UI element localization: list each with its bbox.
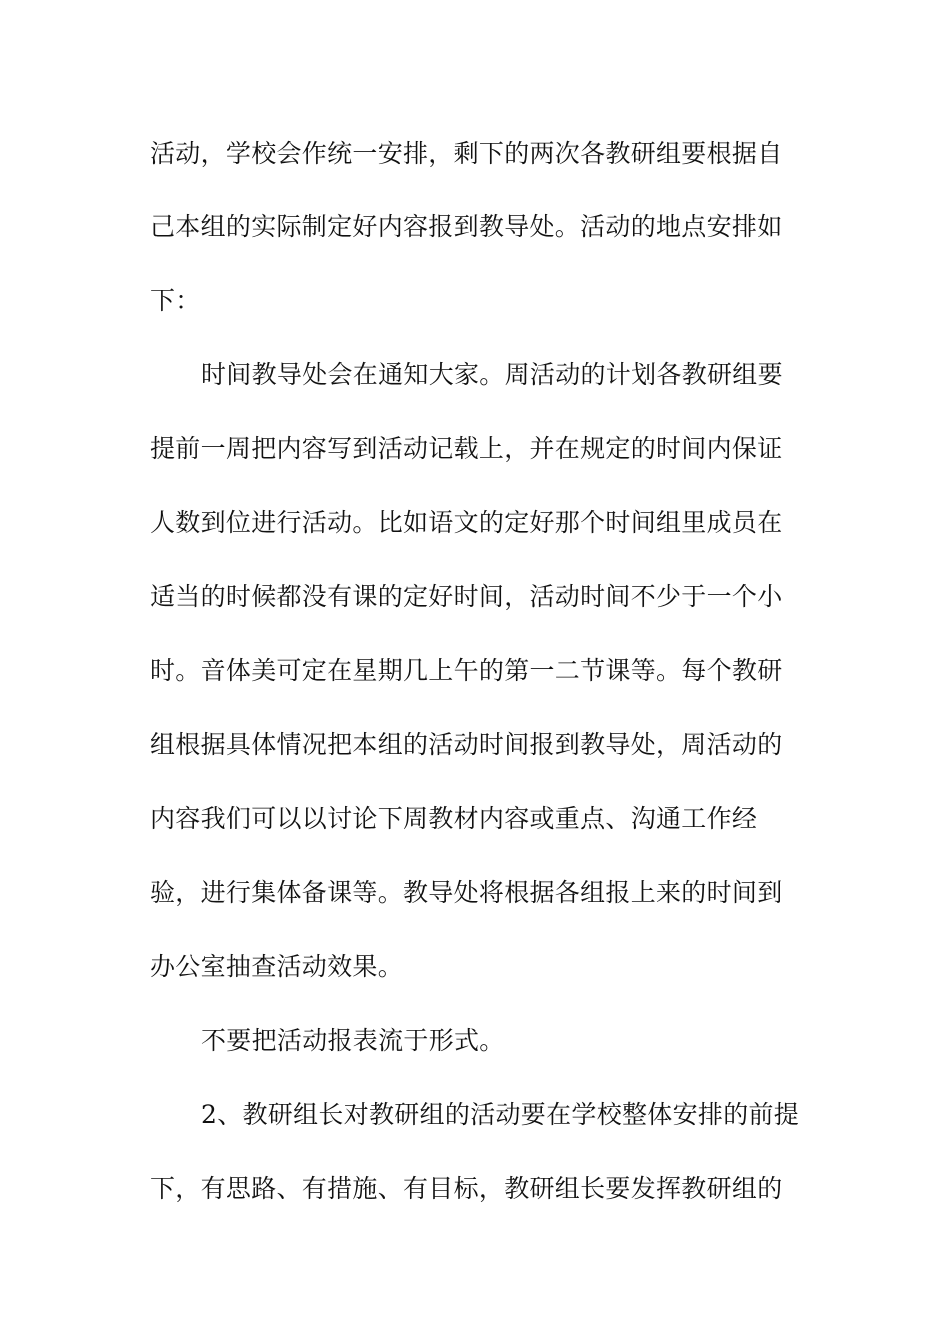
paragraph-start-line: 时间教导处会在通知大家。周活动的计划各教研组要 xyxy=(201,360,783,389)
text-line: 办公室抽查活动效果。 xyxy=(150,952,404,981)
text-line: 人数到位进行活动。比如语文的定好那个时间组里成员在 xyxy=(150,508,783,537)
text-line: 内容我们可以以讨论下周教材内容或重点、沟通工作经 xyxy=(150,804,758,833)
paragraph-start-line: 2、教研组长对教研组的活动要在学校整体安排的前提 xyxy=(201,1100,800,1129)
text-line: 适当的时候都没有课的定好时间，活动时间不少于一个小 xyxy=(150,582,783,611)
text-line: 下，有思路、有措施、有目标，教研组长要发挥教研组的 xyxy=(150,1174,783,1203)
text-line: 活动，学校会作统一安排，剩下的两次各教研组要根据自 xyxy=(150,139,783,168)
paragraph-start-line: 不要把活动报表流于形式。 xyxy=(201,1026,505,1055)
text-line: 时。音体美可定在星期几上午的第一二节课等。每个教研 xyxy=(150,656,783,685)
text-line: 提前一周把内容写到活动记载上，并在规定的时间内保证 xyxy=(150,434,783,463)
text-line: 下： xyxy=(150,286,201,315)
text-line: 验，进行集体备课等。教导处将根据各组报上来的时间到 xyxy=(150,878,783,907)
text-line: 组根据具体情况把本组的活动时间报到教导处，周活动的 xyxy=(150,730,783,759)
text-line: 己本组的实际制定好内容报到教导处。活动的地点安排如 xyxy=(150,212,783,241)
